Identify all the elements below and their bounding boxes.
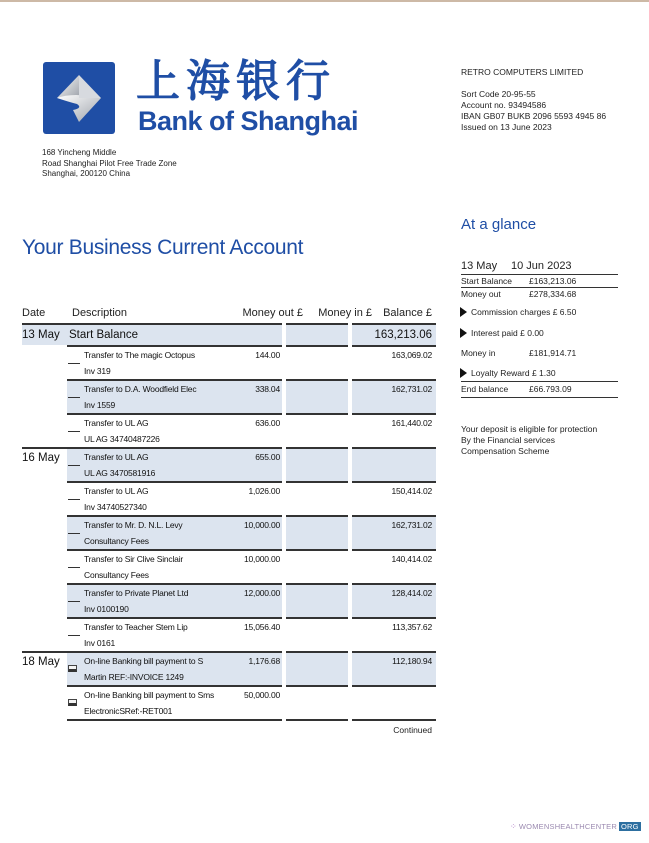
start-balance-text: Start Balance <box>69 329 139 341</box>
row-divider <box>67 413 282 415</box>
transaction-description: Transfer to UL AG <box>84 418 149 428</box>
transaction-description: Transfer to UL AG <box>84 452 149 462</box>
balance-value: 150,414.02 <box>391 486 432 496</box>
glance-start-balance <box>461 275 618 288</box>
row-divider <box>352 413 436 415</box>
continued-label: Continued <box>393 725 432 735</box>
transaction-description: Transfer to UL AG <box>84 486 149 496</box>
at-a-glance-panel <box>461 216 618 457</box>
value: £278,334.68 <box>529 289 577 299</box>
balance-value: 140,414.02 <box>391 554 432 564</box>
dash-icon <box>68 567 80 568</box>
balance-value: 163,069.02 <box>391 350 432 360</box>
row-divider <box>286 413 348 415</box>
transaction-reference: Inv 34740527340 <box>84 502 147 512</box>
transactions-table <box>22 305 436 735</box>
row-divider <box>286 685 348 687</box>
bank-logo-icon <box>43 62 115 134</box>
address-line: Road Shanghai Pilot Free Trade Zone <box>42 158 177 168</box>
row-bg <box>286 585 348 617</box>
watermark <box>510 822 641 831</box>
transaction-description: Transfer to D.A. Woodfield Elec <box>84 384 197 394</box>
label: Money out <box>461 289 501 299</box>
transaction-date: 18 May <box>22 656 60 668</box>
note-line: Compensation Scheme <box>461 446 550 456</box>
dots-icon: ⁘ <box>510 822 517 831</box>
header-money-out: Money out £ <box>242 307 303 319</box>
dash-icon <box>68 465 80 466</box>
transaction-date: 16 May <box>22 452 60 464</box>
header-date: Date <box>22 307 46 319</box>
transaction-reference: Inv 0100190 <box>84 604 129 614</box>
loyalty-text: Loyalty Reward £ 1.30 <box>471 368 556 378</box>
transaction-description: Transfer to Mr. D. N.L. Levy <box>84 520 183 530</box>
dash-icon <box>68 431 80 432</box>
header-money-in: Money in £ <box>318 307 372 319</box>
sort-code: Sort Code 20-95-55 <box>461 89 536 99</box>
account-number: Account no. 93494586 <box>461 100 547 110</box>
transaction-description: Transfer to Private Planet Ltd <box>84 588 189 598</box>
dash-icon <box>68 499 80 500</box>
account-holder-block <box>461 67 606 133</box>
glance-interest <box>461 327 618 339</box>
transaction-reference: Martin REF:-INVOICE 1249 <box>84 672 184 682</box>
row-divider <box>67 481 282 483</box>
money-out-value: 1,026.00 <box>248 486 280 496</box>
row-bg <box>286 449 348 481</box>
triangle-bullet-icon <box>460 307 467 317</box>
transaction-description: Transfer to Teacher Stem Lip <box>84 622 188 632</box>
row-bg <box>286 381 348 413</box>
header-balance: Balance £ <box>383 307 432 319</box>
row-divider <box>67 549 282 551</box>
period-start: 13 May <box>461 260 498 272</box>
commission-text: Commission charges £ 6.50 <box>471 307 577 317</box>
row-divider <box>67 719 282 721</box>
money-out-value: 10,000.00 <box>243 554 280 564</box>
glance-money-in <box>461 347 618 359</box>
bank-address <box>42 148 177 180</box>
bank-name-english: Bank of Shanghai <box>138 106 359 136</box>
value: £181,914.71 <box>529 348 577 358</box>
iban: IBAN GB07 BUKB 2096 5593 4945 86 <box>461 111 607 121</box>
row-divider <box>352 685 436 687</box>
transaction-reference: ElectronicSRef:-RET001 <box>84 706 173 716</box>
row-divider <box>286 549 348 551</box>
start-balance-value: 163,213.06 <box>374 329 432 341</box>
top-border <box>0 0 649 2</box>
glance-money-out <box>461 288 618 300</box>
address-line: Shanghai, 200120 China <box>42 169 131 178</box>
row-divider <box>352 481 436 483</box>
money-out-value: 144.00 <box>255 350 280 360</box>
row-divider <box>286 481 348 483</box>
row-bg <box>286 517 348 549</box>
value: £66.793.09 <box>529 384 572 394</box>
glance-commission <box>461 306 618 318</box>
label: Money in <box>461 348 496 358</box>
row-divider <box>286 617 348 619</box>
dash-icon <box>68 397 80 398</box>
dash-icon <box>68 601 80 602</box>
row-bg <box>286 325 348 345</box>
balance-value: 113,357.62 <box>392 622 432 632</box>
money-out-value: 1,176.68 <box>248 656 280 666</box>
transaction-reference: Inv 0161 <box>84 638 116 648</box>
period-end: 10 Jun 2023 <box>511 260 572 272</box>
row-bg <box>22 325 282 345</box>
glance-period <box>461 260 618 275</box>
bank-name-chinese: 上海银行 <box>136 56 336 107</box>
interest-text: Interest paid £ 0.00 <box>471 328 544 338</box>
glance-title: At a glance <box>461 216 537 233</box>
transaction-reference: Consultancy Fees <box>84 570 149 580</box>
row-divider <box>352 549 436 551</box>
money-out-value: 10,000.00 <box>243 520 280 530</box>
balance-value: 162,731.02 <box>391 520 432 530</box>
money-out-value: 15,056.40 <box>243 622 280 632</box>
transaction-reference: UL AG 34740487226 <box>84 434 160 444</box>
row-divider <box>67 345 282 347</box>
protection-note <box>461 424 618 457</box>
money-out-value: 12,000.00 <box>243 588 280 598</box>
glance-loyalty <box>461 367 618 379</box>
balance-value: 161,440.02 <box>391 418 432 428</box>
triangle-bullet-icon <box>460 368 467 378</box>
money-out-value: 50,000.00 <box>243 690 280 700</box>
row-divider <box>286 345 348 347</box>
row-divider <box>67 685 282 687</box>
glance-end-balance <box>461 381 618 398</box>
value: £163,213.06 <box>529 276 577 286</box>
company-name: RETRO COMPUTERS LIMITED <box>461 67 584 77</box>
computer-icon <box>68 665 77 672</box>
transaction-description: Transfer to Sir Clive Sinclair <box>84 554 184 564</box>
balance-value: 162,731.02 <box>391 384 432 394</box>
money-out-value: 655.00 <box>255 452 280 462</box>
row-divider <box>286 719 348 721</box>
row-divider <box>352 617 436 619</box>
note-line: By the Financial services <box>461 435 556 445</box>
computer-icon <box>68 699 77 706</box>
start-balance-label: 13 May <box>22 329 60 341</box>
dash-icon <box>68 635 80 636</box>
watermark-text: WOMENSHEALTHCENTER <box>518 822 617 831</box>
label: Start Balance <box>461 276 513 286</box>
page-title: Your Business Current Account <box>22 236 304 259</box>
header-description: Description <box>72 307 128 319</box>
transaction-reference: Inv 1559 <box>84 400 116 410</box>
balance-value: 112,180.94 <box>392 656 432 666</box>
table-header <box>22 305 436 323</box>
row-divider <box>352 719 436 721</box>
balance-value: 128,414.02 <box>391 588 432 598</box>
money-out-value: 338.04 <box>255 384 280 394</box>
row-divider <box>67 617 282 619</box>
address-line: 168 Yincheng Middle <box>42 148 117 157</box>
triangle-bullet-icon <box>460 328 467 338</box>
label: End balance <box>461 384 509 394</box>
dash-icon <box>68 363 80 364</box>
transaction-reference: UL AG 3470581916 <box>84 468 156 478</box>
row-divider <box>352 345 436 347</box>
transaction-description: Transfer to The magic Octopus <box>84 350 195 360</box>
watermark-tld: ORG <box>620 822 639 831</box>
issued-date: Issued on 13 June 2023 <box>461 122 552 132</box>
row-bg <box>352 449 436 481</box>
transaction-description: On-line Banking bill payment to S <box>84 656 204 666</box>
transaction-reference: Inv 319 <box>84 366 111 376</box>
dash-icon <box>68 533 80 534</box>
note-line: Your deposit is eligible for protection <box>461 424 598 434</box>
money-out-value: 636.00 <box>255 418 280 428</box>
transaction-reference: Consultancy Fees <box>84 536 149 546</box>
row-bg <box>286 653 348 685</box>
transaction-description: On-line Banking bill payment to Sms <box>84 690 215 700</box>
